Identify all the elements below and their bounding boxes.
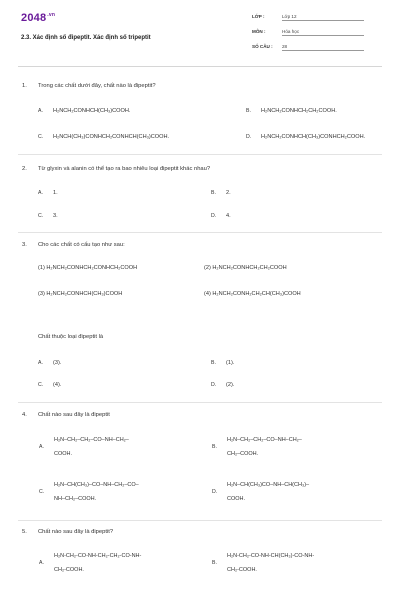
option-c[interactable]: C. 3. [38,213,58,219]
document-header [0,0,400,68]
header-divider [18,66,382,67]
question-divider [18,402,382,403]
option-d[interactable]: D. H₂N–CH(CH₃)CO–NH–CH(CH₃)– COOH. [212,482,310,502]
question-divider [18,154,382,155]
option-b[interactable]: B. H₂N–CH₂–CH₂–CO–NH–CH₂– CH₂–COOH. [212,437,302,457]
option-b[interactable]: B. H₂NCH₂CONHCH₂CH₂COOH. [246,108,337,114]
question-number: 2. [22,166,27,172]
option-a[interactable]: A. 1. [38,190,58,196]
question-divider [18,520,382,521]
question-number: 3. [22,242,27,248]
option-d[interactable]: D. H₂NCH₂CONHCH(CH₃)CONHCH₂COOH. [246,134,366,140]
structure-1: (1) H₂NCH₂CONHCH₂CONHCH₂COOH [38,265,138,271]
question-number: 5. [22,529,27,535]
site-logo[interactable]: $2048^{.vn}$ [21,12,56,24]
meta-subject: MÔN : Hóa học [252,29,364,36]
option-a[interactable]: A. H₂N-CH₂-CO-NH-CH₂-CH₂-CO-NH- CH₂-COOH. [39,553,142,573]
meta-class: LỚP : Lớp 12 [252,14,364,21]
option-d[interactable]: D. (2). [211,382,235,388]
option-a[interactable]: A. H₂NCH₂CONHCH(CH₃)COOH. [38,108,131,114]
option-c[interactable]: C. H₂NCH(CH₃)CONHCH₂CONHCH(CH₃)COOH. [38,134,170,140]
option-b[interactable]: B. 2. [211,190,231,196]
structure-2: (2) H₂NCH₂CONHCH₂CH₂COOH [204,265,287,271]
question-text: Chất nào sau đây là đipeptit? [38,529,114,535]
option-c[interactable]: C. H₂N–CH(CH₃)–CO–NH–CH₂–CO– NH–CH₂–COOH. [39,482,139,502]
option-b[interactable]: B. (1). [211,360,235,366]
question-number: 1. [22,83,27,89]
structure-3: (3) H₂NCH₂CONHCH(CH₃)COOH [38,291,123,297]
question-divider [18,232,382,233]
question-text: Trong các chất dưới đây, chất nào là đipeptit? [38,83,156,89]
option-b[interactable]: B. H₂N-CH₂-CO-NH-CH(CH₃)-CO-NH- CH₂-COOH. [212,553,315,573]
structure-4: (4) H₂NCH₂CONH₂CH₂CH(CH₃)COOH [204,291,301,297]
question-text: Cho các chất có cấu tạo như sau: [38,242,125,248]
option-a[interactable]: A. H₂N–CH₂–CH₂–CO–NH–CH₂– COOH. [39,437,129,457]
question-text: Từ glyxin và alanin có thể tạo ra bao nhiêu loại đipeptit khác nhau? [38,166,211,172]
document-title: 2.3. Xác định số đipeptit. Xác định số tripeptit [21,35,151,41]
question-subtext: Chất thuộc loại đipeptit là [38,334,104,340]
meta-question-count: SỐ CÂU : 28 [252,44,364,51]
option-c[interactable]: C. (4). [38,382,62,388]
question-text: Chất nào sau đây là đipeptit [38,412,110,418]
question-number: 4. [22,412,27,418]
option-d[interactable]: D. 4. [211,213,231,219]
option-a[interactable]: A. (3). [38,360,62,366]
